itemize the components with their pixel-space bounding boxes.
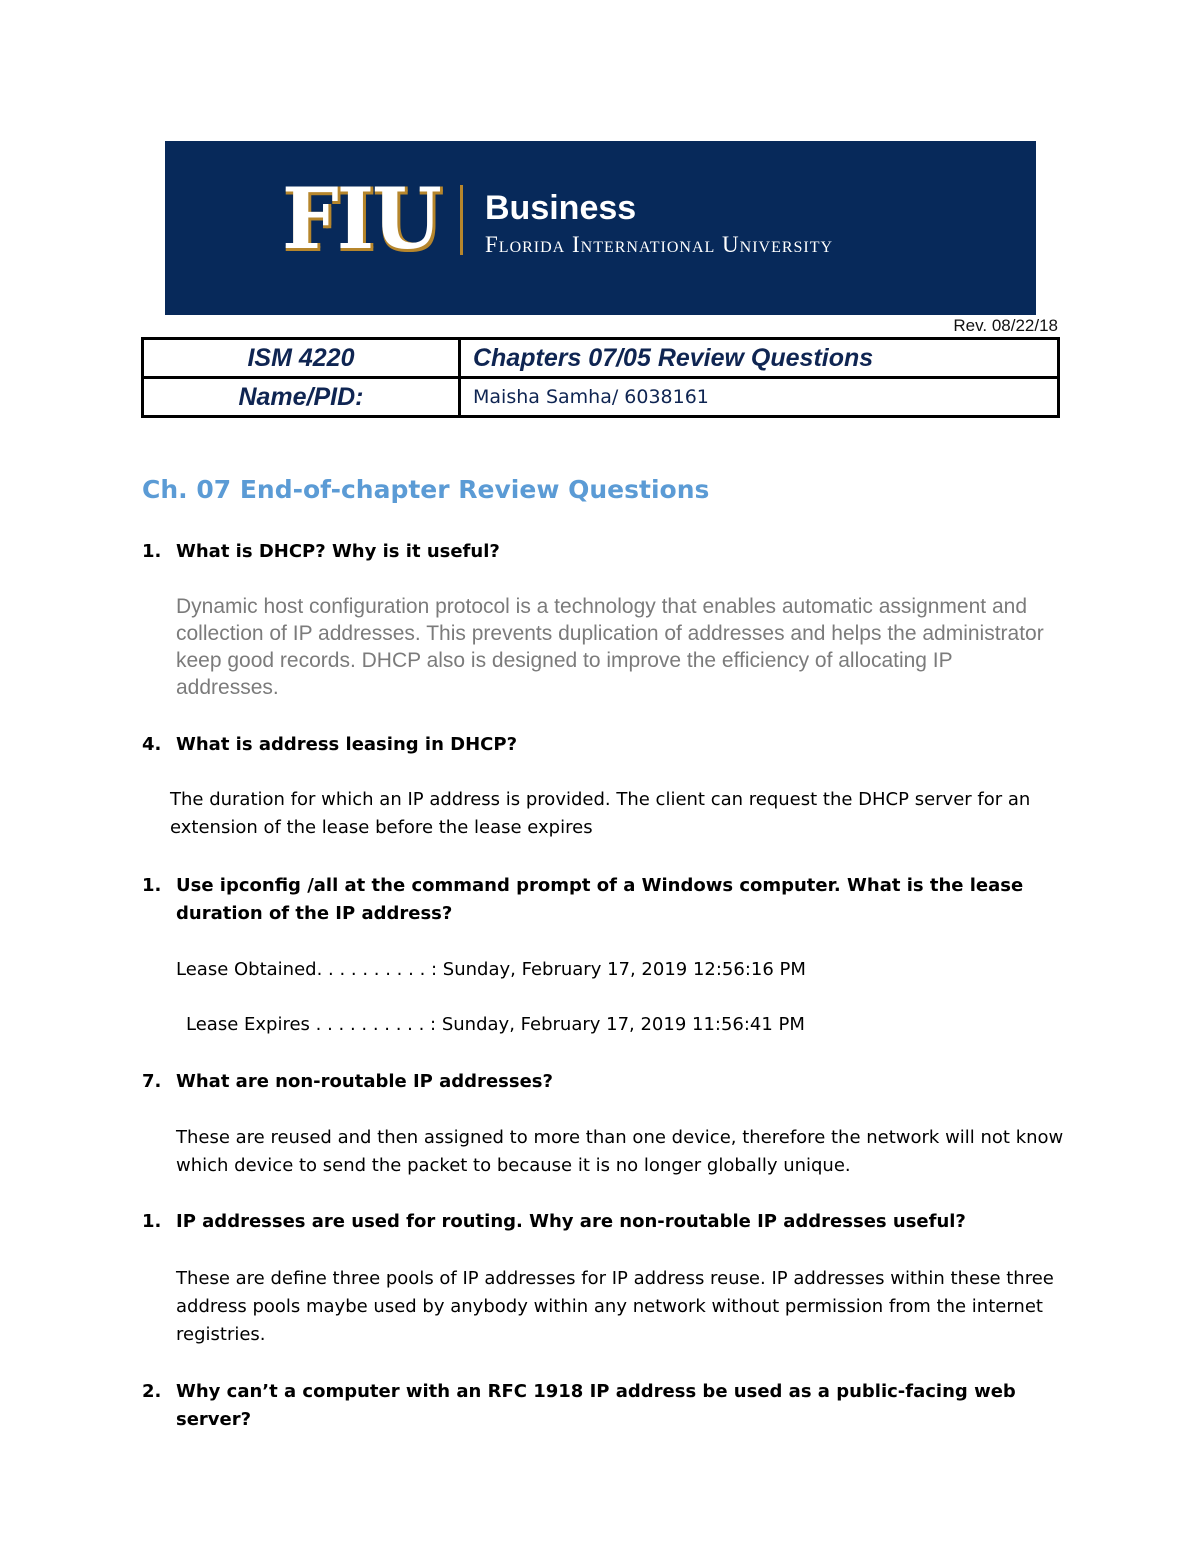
answer-dhcp: Dynamic host configuration protocol is a technology that enables automatic assignment and collection of IP addresses. This prevents duplication of addresses and helps the administrator keep good records. DHCP also is designed to improve the efficiency of allocating IP addresses. [176, 595, 1044, 699]
question-number: 1. [142, 541, 162, 562]
fiu-logo-mark: FIU [282, 169, 440, 268]
name-pid-label: Name/PID: [143, 378, 460, 417]
section-heading: Ch. 07 End-of-chapter Review Questions [142, 475, 710, 504]
course-header-table [141, 337, 1060, 418]
question-text: What is address leasing in DHCP? [176, 734, 518, 755]
logo-business-word: Business [485, 189, 637, 227]
question-text: IP addresses are used for routing. Why are non-routable IP addresses useful? [176, 1211, 966, 1232]
question-number: 1. [142, 1211, 162, 1232]
question-dhcp [142, 538, 500, 566]
student-row [143, 378, 1059, 417]
answer-address-leasing: The duration for which an IP address is provided. The client can request the DHCP server for an extension of the lease before the lease expires [170, 789, 1031, 838]
question-address-leasing [142, 731, 518, 759]
lease-expires-line: Lease Expires . . . . . . . . . . : Sunday, February 17, 2019 11:56:41 PM [186, 1014, 805, 1035]
question-lease-duration [142, 872, 1024, 924]
lease-obtained-line: Lease Obtained. . . . . . . . . . : Sunday, February 17, 2019 12:56:16 PM [176, 959, 806, 980]
assignment-title: Chapters 07/05 Review Questions [460, 339, 1059, 378]
question-rfc1918 [142, 1378, 1016, 1430]
question-text: What are non-routable IP addresses? [176, 1071, 553, 1092]
question-number: 7. [142, 1071, 162, 1092]
question-number: 4. [142, 734, 162, 755]
answer-non-routable: These are reused and then assigned to more than one device, therefore the network will not know which device to send the packet to because it is no longer globally unique. [176, 1127, 1064, 1176]
question-non-routable [142, 1068, 553, 1096]
course-code: ISM 4220 [143, 339, 460, 378]
question-number: 2. [142, 1381, 162, 1402]
logo-divider [460, 185, 463, 255]
revision-date: Rev. 08/22/18 [953, 316, 1058, 335]
question-text: Why can’t a computer with an RFC 1918 IP address be used as a public-facing web server? [176, 1381, 1016, 1430]
student-name-pid: Maisha Samha/ 6038161 [460, 378, 1059, 417]
question-number: 1. [142, 875, 162, 896]
question-non-routable-useful [142, 1208, 966, 1236]
question-text: What is DHCP? Why is it useful? [176, 541, 500, 562]
question-text: Use ipconfig /all at the command prompt of a Windows computer. What is the lease duration of the IP address? [176, 875, 1024, 924]
answer-non-routable-useful: These are define three pools of IP addresses for IP address reuse. IP addresses within these three address pools maybe used by anybody within any network without permission from the internet registries. [176, 1268, 1054, 1345]
course-row [143, 339, 1059, 378]
logo-university-name: Florida International University [485, 232, 834, 257]
